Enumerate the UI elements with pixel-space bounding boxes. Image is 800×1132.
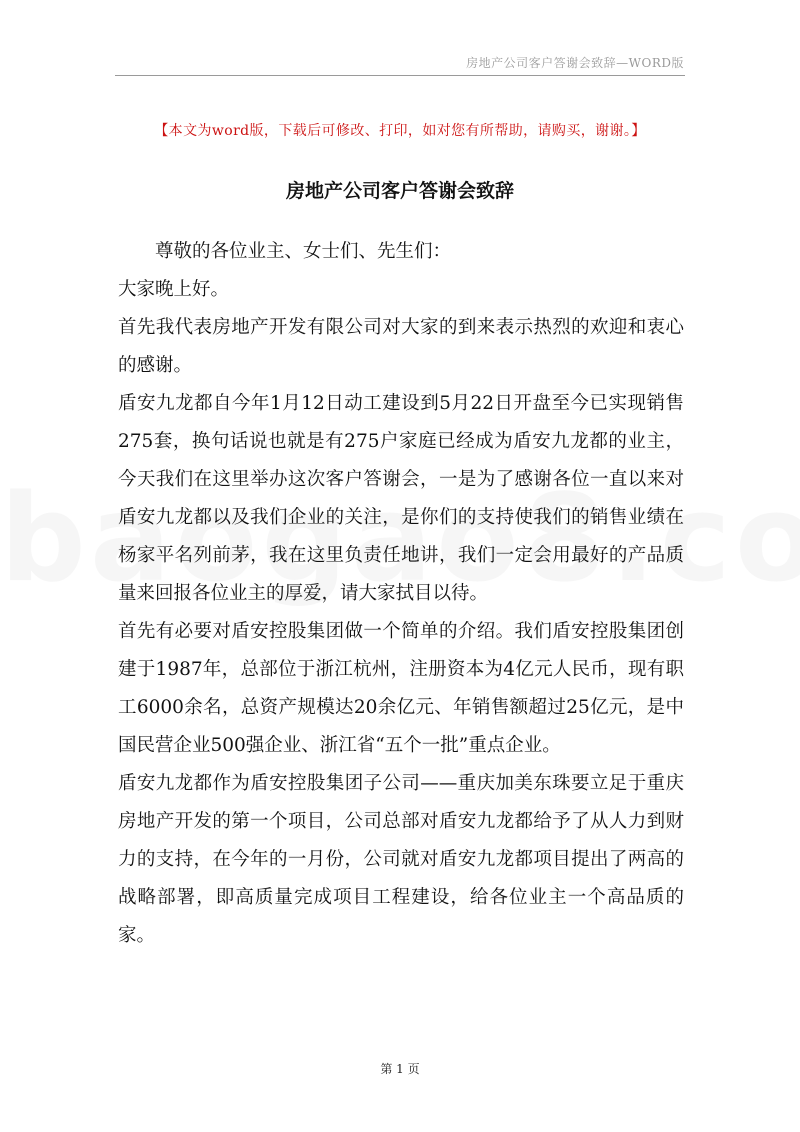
welcome-paragraph: 首先我代表房地产开发有限公司对大家的到来表示热烈的欢迎和衷心的感谢。 <box>118 317 684 376</box>
project-paragraph: 盾安九龙都作为盾安控股集团子公司——重庆加美东珠要立足于重庆房地产开发的第一个项目，公司总部对盾安九龙都给予了从人力到财力的支持，在今年的一月份，公司就对盾安九龙都项目提出了两高的战略部署，即高质量完成项目工程建设，给各位业主一个高品质的家。 <box>118 773 684 946</box>
greeting-paragraph: 大家晚上好。 <box>118 279 230 300</box>
document-title: 房地产公司客户答谢会致辞 <box>285 180 514 202</box>
group-intro-paragraph: 首先有必要对盾安控股集团做一个简单的介绍。我们盾安控股集团创建于1987年，总部位于浙江杭州，注册资本为4亿元人民币，现有职工6000余名，总资产规模达20余亿元、年销售额超过25亿元，是中国民营企业500强企业、浙江省“五个一批”重点企业。 <box>118 621 684 756</box>
download-notice: 【本文为word版，下载后可修改、打印，如对您有所帮助，请购买，谢谢。】 <box>154 123 646 139</box>
salutation-paragraph: 尊敬的各位业主、女士们、先生们： <box>155 241 452 262</box>
header-divider <box>115 75 685 76</box>
sales-paragraph: 盾安九龙都自今年1月12日动工建设到5月22日开盘至今已实现销售275套，换句话说也就是有275户家庭已经成为盾安九龙都的业主，今天我们在这里举办这次客户答谢会，一是为了感谢各位一直以来对盾安九龙都以及我们企业的关注，是你们的支持使我们的销售业绩在杨家平名列前茅，我在这里负责任地讲，我们一定会用最好的产品质量来回报各位业主的厚爱，请大家拭目以待。 <box>118 393 684 604</box>
running-header: 房地产公司客户答谢会致辞—WORD版 <box>466 56 684 70</box>
page-number: 第 1 页 <box>380 1062 420 1076</box>
document-body <box>118 233 684 955</box>
